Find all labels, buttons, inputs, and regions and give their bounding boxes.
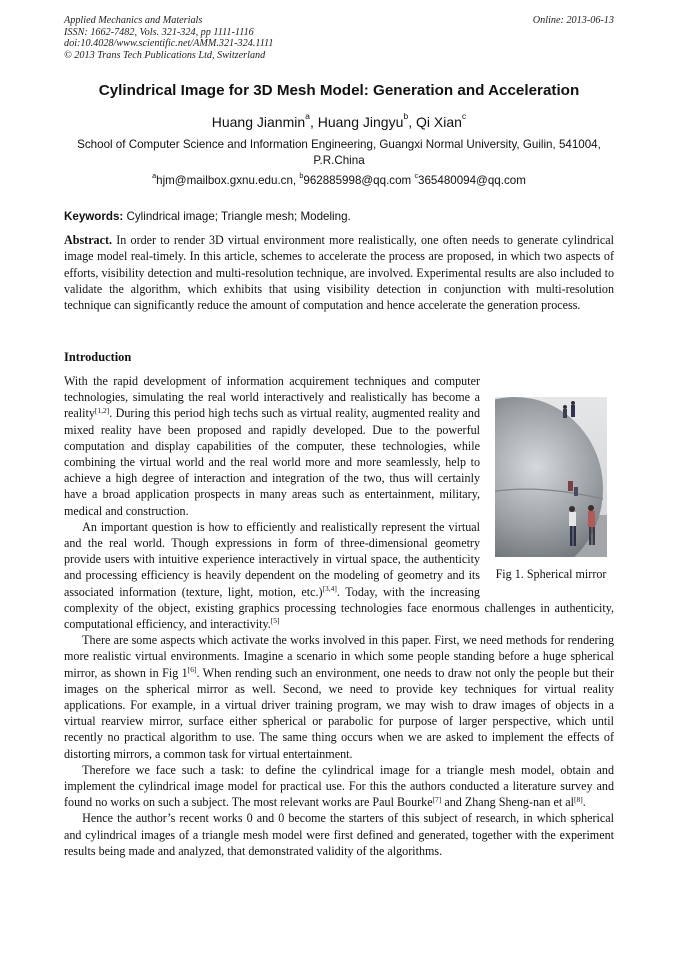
author-name: Huang Jingyu	[317, 114, 404, 130]
affiliation: School of Computer Science and Information Engineering, Guangxi Normal University, Guilin, 541004, P.R.China	[77, 138, 601, 167]
citation: [7]	[432, 794, 442, 804]
introduction-body	[64, 373, 614, 859]
author-affil-mark: c	[461, 110, 467, 121]
paragraph: There are some aspects which activate the works involved in this paper. First, we need methods for rendering more realistic virtual environments. Imagine a scenario in which some people standing before a huge spherical mirror, as shown in Fig 1[6]. When rending such an environment, one needs to draw not only the people but their images on the spherical mirror as well. Second, we need to provide key techniques for virtual reality applications. For example, in a virtual driver training program, we may wish to draw images of objects in a virtual rearview mirror, surface either spherical or parabolic for purpose of larger perspective, which until recently no practical algorithm to use. The same thing occurs when we are asked to implement the effects of distorting mirrors, a common task for virtual entertainment.	[64, 633, 615, 761]
author-email[interactable]: hjm@mailbox.gxnu.edu.cn	[156, 174, 293, 187]
paragraph: Therefore we face such a task: to define the cylindrical image for a triangle mesh model, obtain and implement the cylindrical image model for practical use. For this the authors conducted a literature survey and found no works on such a subject. The most relevant works are Paul Bourke[7] and Zhang Sheng-nan et al[8].	[64, 762, 614, 810]
author-affil-mark: a	[305, 110, 310, 121]
citation: [6]	[187, 665, 197, 675]
citation: [3,4]	[322, 584, 337, 594]
online-date: Online: 2013-06-13	[532, 15, 614, 26]
author-name: Huang Jianmin	[211, 114, 306, 130]
copyright-line: © 2013 Trans Tech Publications Ltd, Switzerland	[64, 49, 266, 61]
doi-line: doi:10.4028/www.scientific.net/AMM.321-324.1111	[64, 38, 274, 49]
author-name: Qi Xian	[415, 114, 462, 130]
paragraph: An important question is how to efficiently and realistically represent the virtual and the real world. Though expressions in form of three-dimensional geometry provide users with intuitive experience interactively in virtual space, the authenticity and processing efficiency is heavily dependent on the modeling of geometry and its associated information (texture, light, motion, etc.)[3,4]. Today, with the increasing complexity of the object, existing graphics processing technologies face enormous challenges in authenticity, computational efficiency, and interactivity.[5]	[64, 519, 614, 632]
email-list: $^a$hjm@mailbox.gxnu.edu.cn, $^b$962885998@qq.com $^c$365480094@qq.com	[152, 171, 526, 187]
running-header	[64, 15, 614, 61]
paper-title: Cylindrical Image for 3D Mesh Model: Generation and Acceleration	[98, 82, 580, 99]
author-email[interactable]: 962885998@qq.com	[303, 174, 412, 187]
keywords	[64, 210, 614, 223]
issn-line: ISSN: 1662-7482, Vols. 321-324, pp 1111-1116	[64, 26, 254, 38]
keywords-label: Keywords:	[64, 210, 124, 223]
author-list: Huang Jianmin$^a$, Huang Jingyu$^b$, Qi Xian$^c$	[211, 110, 467, 130]
abstract-text: In order to render 3D virtual environment more realistically, one often needs to generate cylindrical image model real-timely. In this article, schemes to accelerate the process are proposed, in which two aspects of efforts, visibility detection and multi-resolution technique, are involved. Experimental results are also included to validate the algorithm, which exhibits that using visibility detection in conjunction with multi-resolution technique can significantly reduce the amount of computation and hence accelerate the generation process.	[64, 233, 614, 313]
citation: [5]	[270, 616, 280, 626]
introduction-heading: Introduction	[64, 350, 132, 364]
spherical-mirror-image	[495, 397, 607, 557]
abstract-label: Abstract.	[64, 233, 113, 247]
journal-name: Applied Mechanics and Materials	[64, 15, 203, 26]
figure-1	[488, 397, 614, 582]
figure-caption: Fig 1. Spherical mirror	[495, 567, 607, 581]
abstract	[64, 232, 614, 313]
citation: [1,2]	[94, 405, 110, 415]
author-email[interactable]: 365480094@qq.com	[418, 174, 526, 187]
paragraph: Hence the author’s recent works 0 and 0 become the starters of this subject of research, in which spherical and cylindrical images of a triangle mesh model were first defined and generated, together with the experiment results being made and analyzed, that demonstrated validity of the algorithms.	[64, 811, 614, 858]
author-affil-mark: b	[403, 110, 409, 121]
paragraph: With the rapid development of information acquirement techniques and computer technologies, simulating the real world interactively and realistically has become a reality[1,2]. During this period high techs such as virtual reality, augmented reality and mixed reality have been proposed and rapidly developed. Due to the powerful computation and display capabilities of the computer, these technologies, while combining the virtual world and the real world more and more seamlessly, help to achieve a high degree of interaction and integration of the two, thus will certainly have a broad application prospects in many areas such as entertainment, military, medical and construction.	[64, 374, 480, 518]
citation: [8]	[573, 794, 583, 804]
keywords-text: Cylindrical image; Triangle mesh; Modeling.	[123, 210, 351, 223]
